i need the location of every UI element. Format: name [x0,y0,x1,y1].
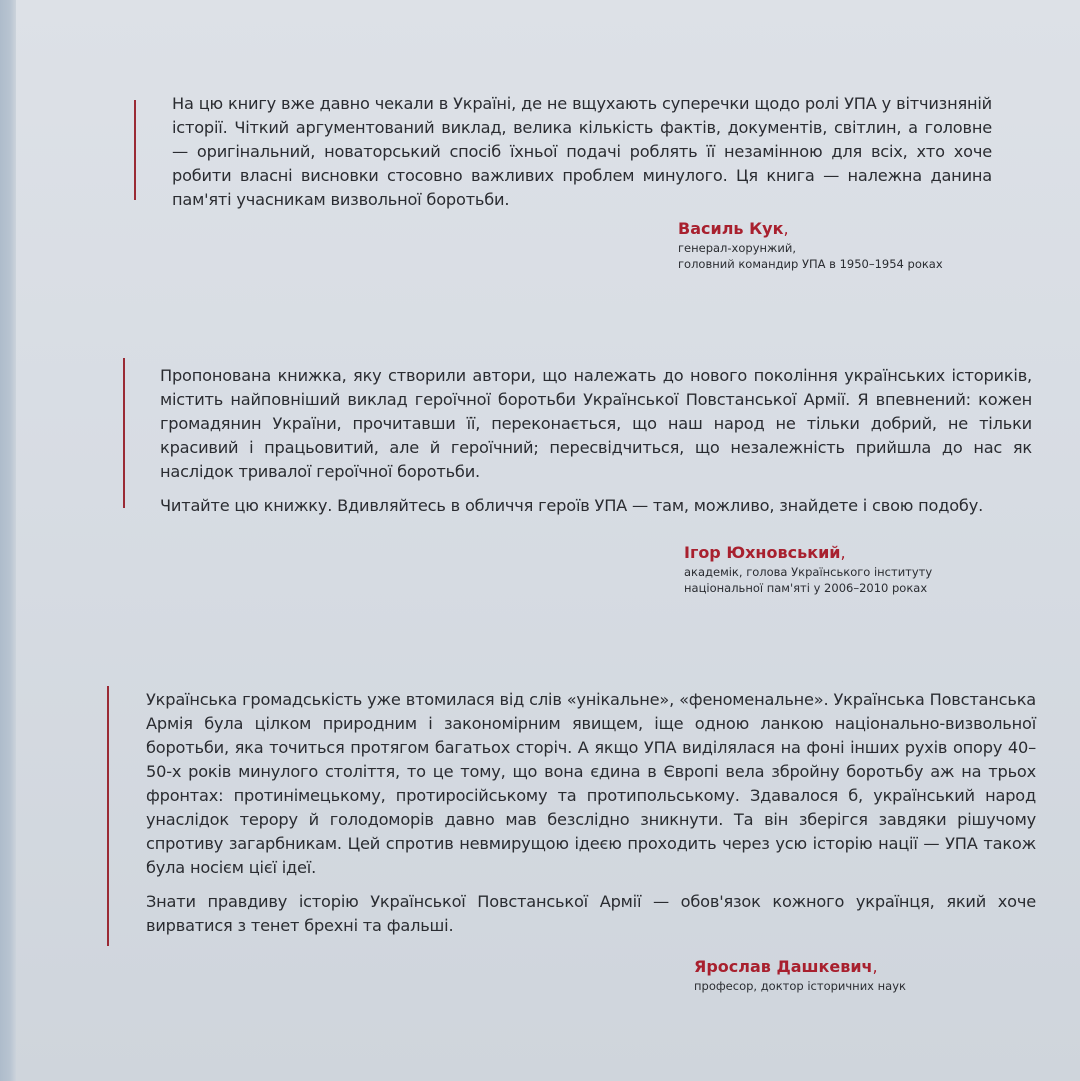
signature-3 [694,956,906,994]
author-role-3-line-1: професор, доктор історичних наук [694,979,906,993]
author-name-2: Ігор Юхновський, [684,543,846,562]
author-role-1-line-2: головний командир УПА в 1950–1954 роках [678,257,943,271]
author-role-2-line-2: національної пам'яті у 2006–2010 роках [684,581,928,595]
quote-rule-2 [123,358,125,508]
quote-3 [146,688,1036,938]
author-name-3: Ярослав Дашкевич, [694,957,878,976]
quote-rule-3 [107,686,109,946]
author-role-1-line-1: генерал-хорунжий, [678,241,796,255]
book-page [16,0,1080,1081]
quote-1-paragraph-1: На цю книгу вже давно чекали в Україні, де не вщухають суперечки щодо ролі УПА у вітчизняній історії. Чіткий аргументований виклад, велика кількість фактів, документів, світлин, а головне — оригінальний, новаторський спосіб їхньої подачі роблять її незамінною для всіх, хто хоче робити власні висновки стосовно важливих проблем минулого. Ця книга — належна данина пам'яті учасникам визвольної боротьби. [172,94,992,209]
quote-rule-1 [134,100,136,200]
quote-2-paragraph-1: Пропонована книжка, яку створили автори, що належать до нового покоління українських істориків, містить найповніший виклад героїчної боротьби Української Повстанської Армії. Я впевнений: кожен громадянин України, прочитавши її, переконається, що наш народ не тільки добрий, не тільки красивий і працьовитий, але й героїчний; пересвідчиться, що незалежність прийшла до нас як наслідок тривалої героїчної боротьби. [160,366,1032,481]
quote-2-paragraph-2: Читайте цю книжку. Вдивляйтесь в обличчя героїв УПА — там, можливо, знайдете і свою подобу. [160,496,984,515]
signature-1 [678,218,943,272]
quote-1 [172,92,992,212]
author-name-1: Василь Кук, [678,219,789,238]
author-role-2-line-1: академік, голова Українського інституту [684,565,933,579]
signature-2 [684,542,932,596]
quote-3-paragraph-1: Українська громадськість уже втомилася від слів «унікальне», «феноменальне». Українська Повстанська Армія була цілком природним і закономірним явищем, іще одною ланкою національно-визвольної боротьби, яка точиться протягом багатьох сторіч. А якщо УПА виділялася на фоні інших рухів опору 40–50-х років минулого століття, то це тому, що вона єдина в Європі вела збройну боротьбу аж на трьох фронтах: протинімецькому, протиросійському та протипольському. Здавалося б, український народ унаслідок терору й голодоморів давно мав безслідно зникнути. Та він зберігся завдяки рішучому спротиву загарбникам. Цей спротив невмирущою ідеєю проходить через усю історію нації — УПА також була носієм цієї ідеї. [146,690,1036,877]
quote-3-paragraph-2: Знати правдиву історію Української Повстанської Армії — обов'язок кожного українця, який хоче вирватися з тенет брехні та фальші. [146,892,1036,935]
quote-2 [160,364,1032,518]
